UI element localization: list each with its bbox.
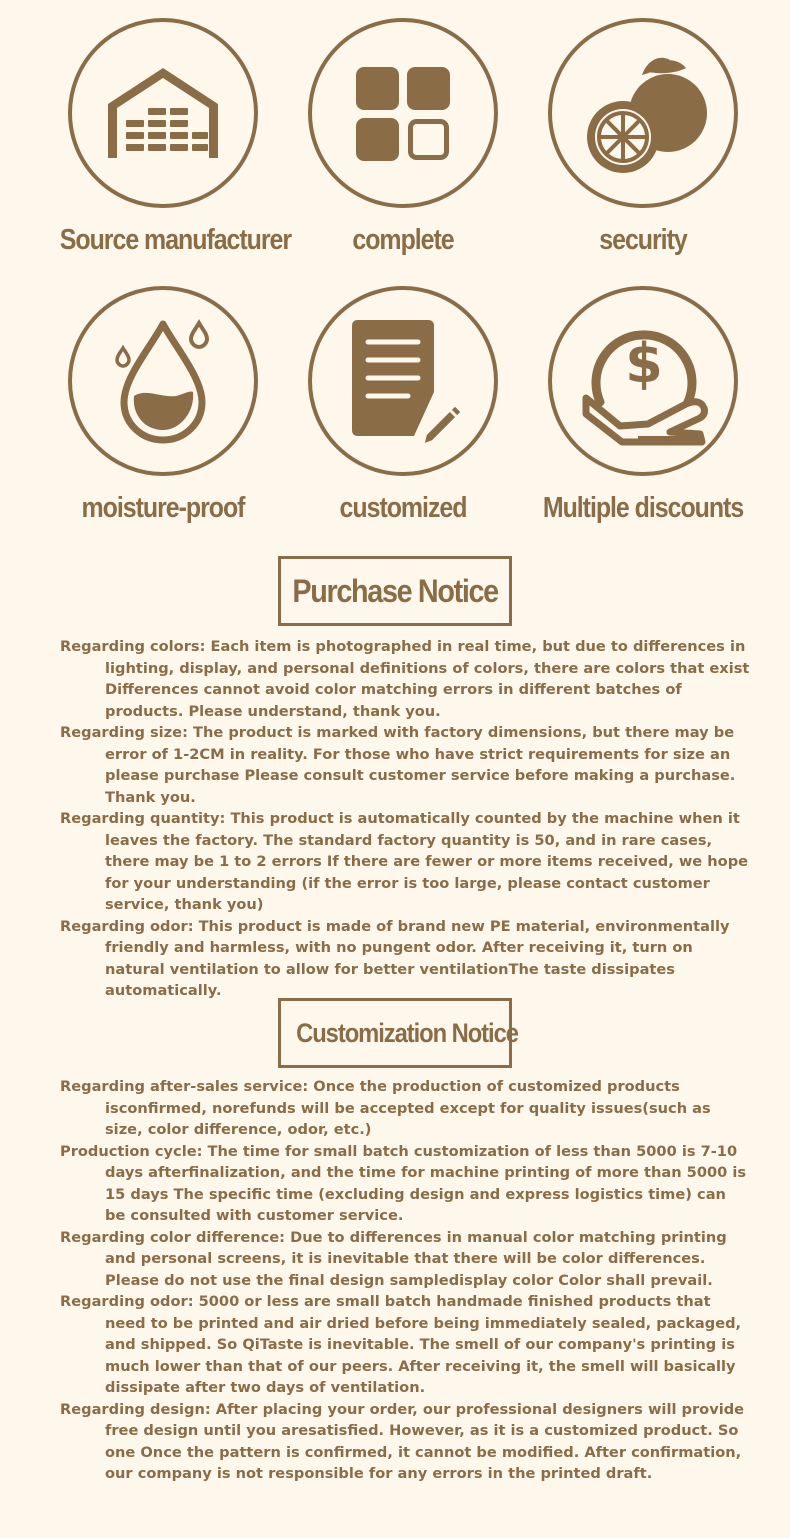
money-hand-icon [552, 290, 734, 472]
list-item: Regarding odor: This product is made of brand new PE material, environmentally friendly and harmless, with no pungent odor. After receiving it, turn on natural ventilation to allow for better ventilationThe taste dissipates automatically. [60, 917, 730, 999]
feature-circle [308, 18, 498, 208]
feature-circle [308, 286, 498, 476]
feature-circle [548, 18, 738, 208]
water-drop-icon [72, 290, 254, 472]
feature-label: moisture-proof [81, 492, 245, 524]
warehouse-icon [72, 22, 254, 204]
list-item: Regarding after-sales service: Once the production of customized products isconfirmed, norefunds will be accepted except for quality issues(such as size, color difference, odor, etc.) [60, 1078, 711, 1138]
list-item: Regarding color difference: Due to differences in manual color matching printing and personal screens, it is inevitable that there will be color differences. Please do not use the final design sampledisplay color Color shall prevail. [60, 1228, 727, 1289]
feature-label: security [599, 224, 687, 256]
list-item: Production cycle: The time for small batch customization of less than 5000 is 7-10 days afterfinalization, and the time for machine printing of more than 5000 is 15 days The specific time (excluding design and express logistics time) can be consulted with customer service. [60, 1142, 747, 1224]
purchase-notice-title [278, 556, 512, 626]
list-item: Regarding colors: Each item is photographed in real time, but due to differences in lighting, display, and personal definitions of colors, there are colors that exist Differences cannot avoid color matching errors in different batches of products. Please understand, thank you. [60, 638, 750, 720]
feature-label: customized [339, 492, 467, 524]
feature-moisture-proof [43, 286, 283, 525]
feature-source-manufacturer [43, 18, 292, 257]
feature-circle [548, 286, 738, 476]
feature-label: Multiple discounts [542, 492, 744, 524]
list-item: Regarding odor: 5000 or less are small batch handmade finished products that need to be printed and air dried before being immediately sealed, packaged, and shipped. So QiTaste is inevitable. The smell of our company's printing is much lower than that of our peers. After receiving it, the smell will basically dissipate after two days of ventilation. [60, 1293, 742, 1396]
feature-complete [283, 18, 523, 257]
grid-icon [312, 22, 494, 204]
purchase-notice-title-text: Purchase Notice [292, 573, 498, 609]
customization-notice-list [60, 1076, 750, 1485]
feature-customized [283, 286, 523, 525]
feature-label: complete [352, 224, 454, 256]
purchase-notice-list [60, 636, 750, 1002]
fruit-icon [552, 22, 734, 204]
feature-multiple-discounts [523, 286, 763, 525]
list-item: Regarding size: The product is marked with factory dimensions, but there may be error of 1-2CM in reality. For those who have strict requirements for size an please purchase Please consult customer service before making a purchase. Thank you. [60, 724, 736, 806]
features-section [0, 0, 790, 540]
feature-circle [68, 286, 258, 476]
list-item: Regarding quantity: This product is automatically counted by the machine when it leaves the factory. The standard factory quantity is 50, and in rare cases, there may be 1 to 2 errors If there are fewer or more items received, we hope for your understanding (if the error is too large, please contact customer service, thank you) [60, 810, 749, 913]
feature-security [523, 18, 763, 257]
svg-text:$: $ [625, 332, 663, 395]
feature-circle [68, 18, 258, 208]
list-item: Regarding design: After placing your order, our professional designers will provide free design until you aresatisfied. However, as it is a customized product. So one Once the pattern is confirmed, it cannot be modified. After confirmation, our company is not responsible for any errors in the printed draft. [60, 1400, 745, 1482]
feature-label: Source manufacturer [59, 224, 292, 256]
customization-notice-title [278, 998, 518, 1068]
customization-notice-title-text: Customization Notice [296, 1018, 518, 1048]
document-edit-icon [312, 290, 494, 472]
